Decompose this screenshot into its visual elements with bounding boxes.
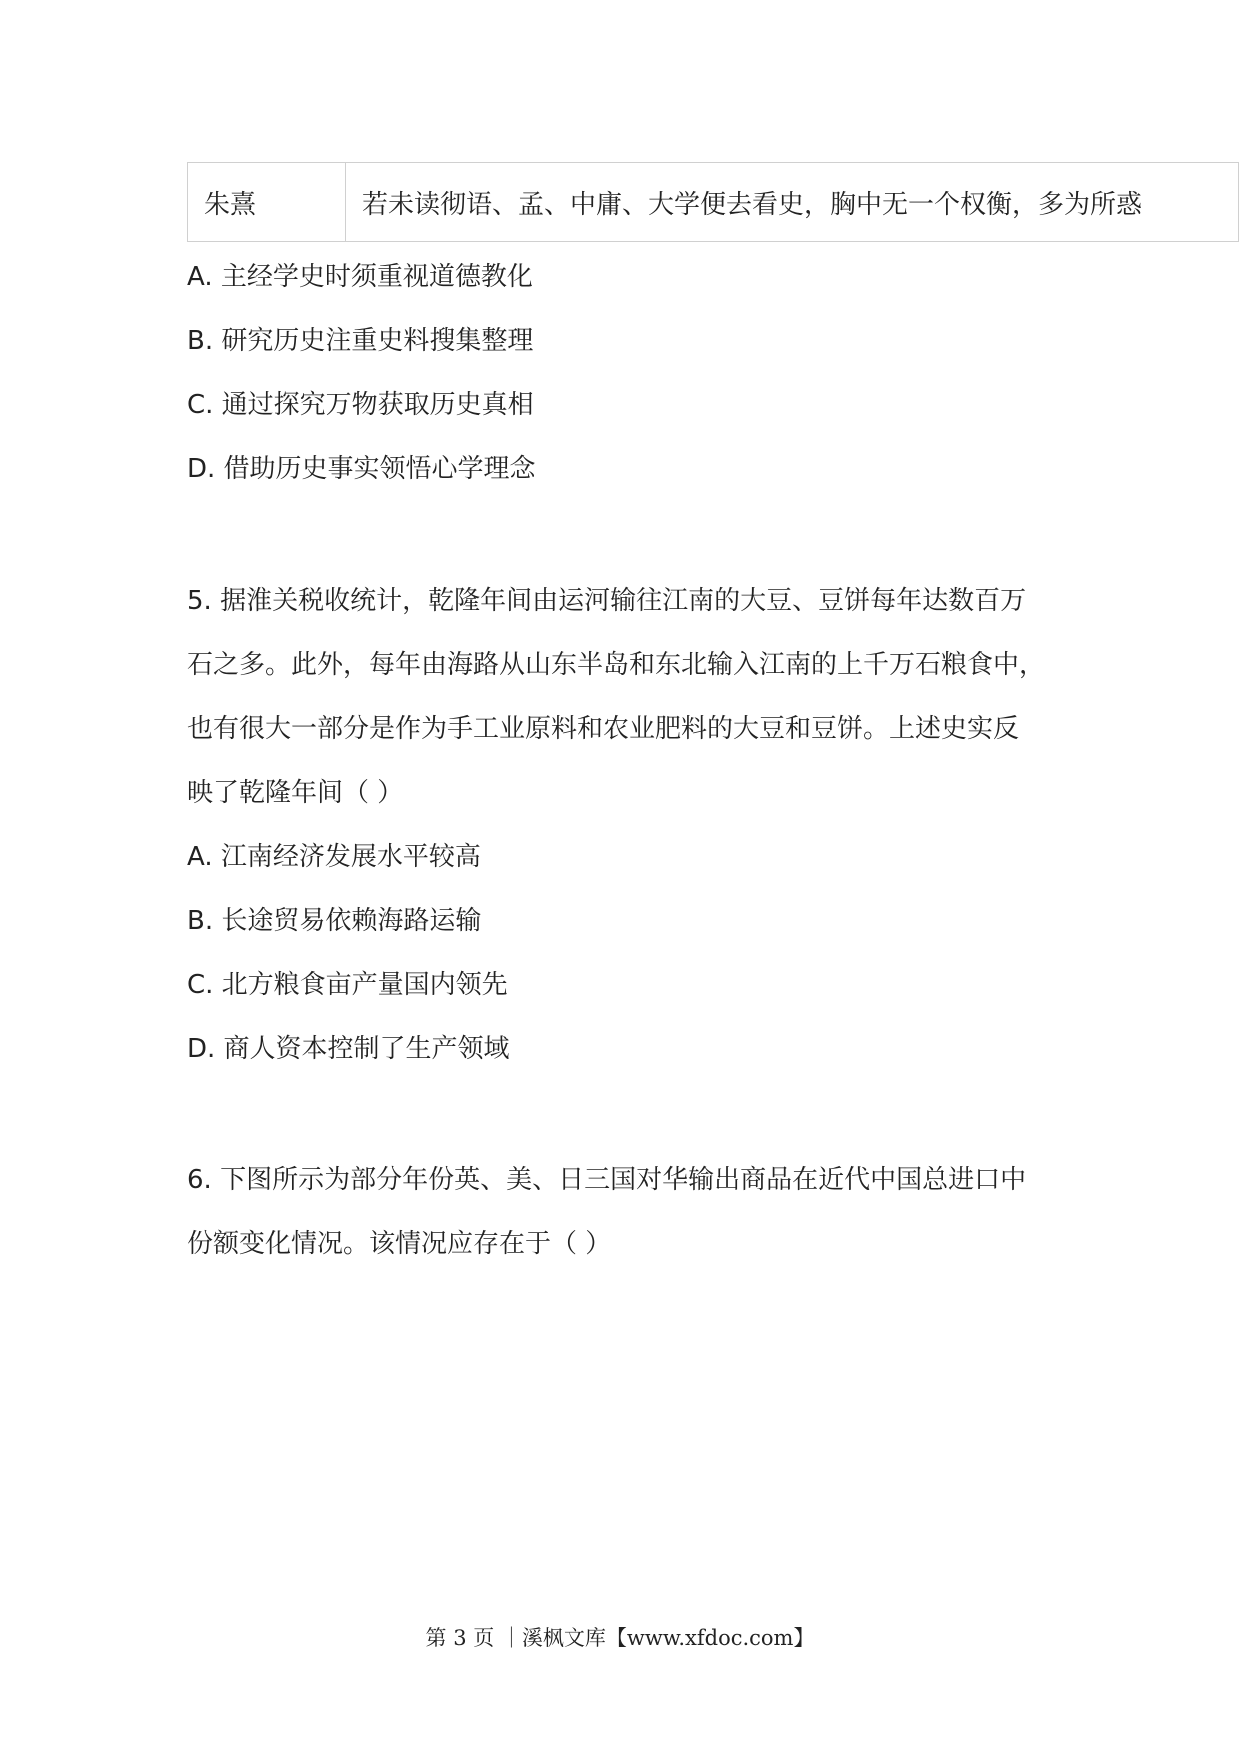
table-cell-quote: 若未读彻语、孟、中庸、大学便去看史，胸中无一个权衡，多为所惑: [362, 189, 1143, 220]
quote-table: [187, 162, 1239, 242]
q5-stem-line-2: 石之多。此外，每年由海路从山东半岛和东北输入江南的上千万石粮食中，: [187, 650, 1046, 680]
q6-stem-line-2: 份额变化情况。该情况应存在于（ ）: [187, 1229, 612, 1259]
q4-option-b: B. 研究历史注重史料搜集整理: [187, 326, 534, 356]
q4-option-d: D. 借助历史事实领悟心学理念: [187, 454, 536, 484]
q5-stem-line-1: 5. 据淮关税收统计，乾隆年间由运河输往江南的大豆、豆饼每年达数百万: [187, 586, 1027, 616]
page-footer: 第 3 页 ｜溪枫文库【www.xfdoc.com】: [425, 1626, 815, 1650]
q5-option-b: B. 长途贸易依赖海路运输: [187, 906, 482, 936]
q4-option-c: C. 通过探究万物获取历史真相: [187, 390, 534, 420]
q5-option-a: A. 江南经济发展水平较高: [187, 842, 481, 872]
q6-stem-line-1: 6. 下图所示为部分年份英、美、日三国对华输出商品在近代中国总进口中: [187, 1165, 1027, 1195]
q5-stem-line-3: 也有很大一部分是作为手工业原料和农业肥料的大豆和豆饼。上述史实反: [187, 714, 1020, 744]
q4-option-a: A. 主经学史时须重视道德教化: [187, 262, 533, 292]
q5-option-c: C. 北方粮食亩产量国内领先: [187, 970, 508, 1000]
q5-stem-line-4: 映了乾隆年间（ ）: [187, 778, 404, 808]
q5-option-d: D. 商人资本控制了生产领域: [187, 1034, 510, 1064]
table-cell-name: 朱熹: [188, 163, 346, 241]
